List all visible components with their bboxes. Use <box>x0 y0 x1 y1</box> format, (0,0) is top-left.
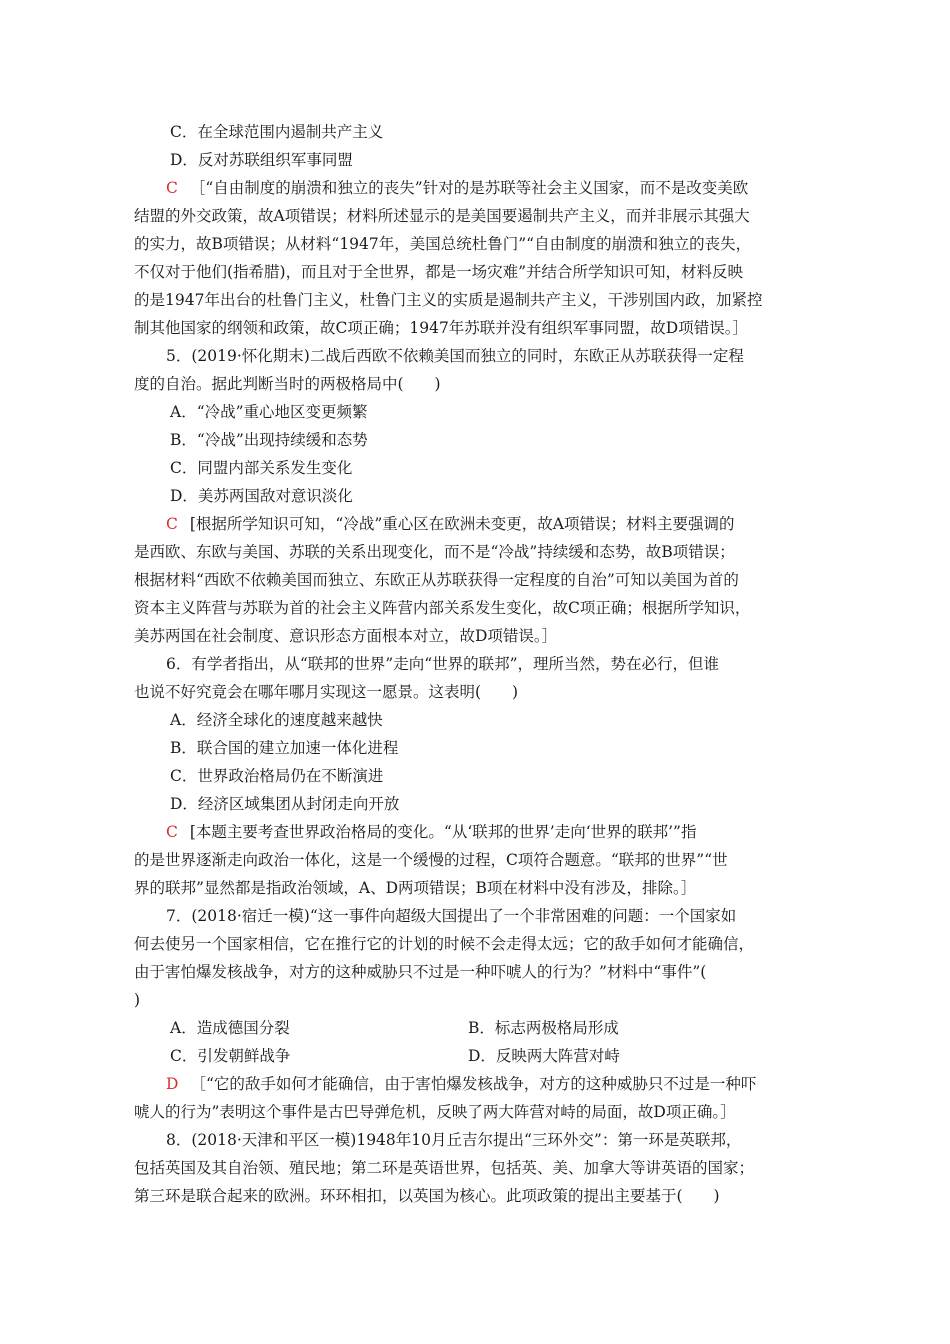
q5-stem-line: 度的自治。据此判断当时的两极格局中( ) <box>134 375 441 393</box>
q6-option-c: C．世界政治格局仍在不断演进 <box>170 767 384 785</box>
q7-answer: D <box>166 1075 179 1093</box>
q6-option-d: D．经济区域集团从封闭走向开放 <box>170 795 400 813</box>
q6-stem-line: 也说不好究竟会在哪年哪月实现这一愿景。这表明( ) <box>134 683 519 701</box>
q5-explanation-line: 资本主义阵营与苏联为首的社会主义阵营内部关系发生变化，故C项正确；根据所学知识， <box>134 599 751 617</box>
q5-explanation-line: 是西欧、东欧与美国、苏联的关系出现变化，而不是“冷战”持续缓和态势，故B项错误； <box>134 543 735 561</box>
q4-explanation-line: C ［“自由制度的崩溃和独立的丧失”针对的是苏联等社会主义国家，而不是改变美欧 <box>166 179 749 197</box>
q7-stem-line: ) <box>134 991 141 1009</box>
q7-option-a: A．造成德国分裂 <box>170 1019 290 1037</box>
q7-stem-line: 7．(2018·宿迁一模)“这一事件向超级大国提出了一个非常困难的问题：一个国家如 <box>166 907 737 925</box>
q7-option-c: C．引发朝鲜战争 <box>170 1047 291 1065</box>
q5-option-b: B．“冷战”出现持续缓和态势 <box>170 431 368 449</box>
q7-stem-line: 由于害怕爆发核战争，对方的这种威胁只不过是一种吓唬人的行为？”材料中“事件”( <box>134 963 707 981</box>
q4-option-d: D．反对苏联组织军事同盟 <box>170 151 353 169</box>
q5-option-a: A．“冷战”重心地区变更频繁 <box>170 403 368 421</box>
q4-explanation-line: 结盟的外交政策，故A项错误；材料所述显示的是美国要遏制共产主义，而并非展示其强大 <box>134 207 750 225</box>
q6-option-b: B．联合国的建立加速一体化进程 <box>170 739 399 757</box>
q6-answer: C <box>166 823 178 841</box>
q5-answer: C <box>166 515 178 533</box>
q4-explanation-line: 不仅对于他们(指希腊)，而且对于全世界，都是一场灾难”并结合所学知识可知，材料反映 <box>134 263 744 281</box>
q5-explanation-line: 根据材料“西欧不依赖美国而独立、东欧正从苏联获得一定程度的自治”可知以美国为首的 <box>134 571 739 589</box>
q8-stem-line: 第三环是联合起来的欧洲。环环相扣，以英国为核心。此项政策的提出主要基于( ) <box>134 1187 720 1205</box>
q6-stem-line: 6．有学者指出，从“联邦的世界”走向“世界的联邦”，理所当然，势在必行，但谁 <box>166 655 720 673</box>
q7-explanation-line: 唬人的行为”表明这个事件是古巴导弹危机，反映了两大阵营对峙的局面，故D项正确。］ <box>134 1103 736 1121</box>
q4-explanation-line: 的是1947年出台的杜鲁门主义，杜鲁门主义的实质是遏制共产主义，干涉别国内政，加紧控 <box>134 291 763 309</box>
q5-explanation-line: C [根据所学知识可知，“冷战”重心区在欧洲未变更，故A项错误；材料主要强调的 <box>166 515 735 533</box>
q5-option-c: C．同盟内部关系发生变化 <box>170 459 353 477</box>
q6-explanation-line: C [本题主要考查世界政治格局的变化。“从‘联邦的世界’走向‘世界的联邦’”指 <box>166 823 697 841</box>
q6-option-a: A．经济全球化的速度越来越快 <box>170 711 383 729</box>
q4-explanation-line: 制其他国家的纲领和政策，故C项正确；1947年苏联并没有组织军事同盟，故D项错误。］ <box>134 319 748 337</box>
q4-explanation-line: 的实力，故B项错误；从材料“1947年，美国总统杜鲁门”“自由制度的崩溃和独立的丧失， <box>134 235 752 253</box>
q7-stem-line: 何去使另一个国家相信，它在推行它的计划的时候不会走得太远；它的敌手如何才能确信， <box>134 935 755 953</box>
q4-answer: C <box>166 179 178 197</box>
q7-option-d: D．反映两大阵营对峙 <box>468 1047 620 1065</box>
q4-option-c: C．在全球范围内遏制共产主义 <box>170 123 384 141</box>
q7-explanation-line: D ［“它的敌手如何才能确信，由于害怕爆发核战争，对方的这种威胁只不过是一种吓 <box>166 1075 757 1093</box>
q5-option-d: D．美苏两国敌对意识淡化 <box>170 487 353 505</box>
q5-stem-line: 5．(2019·怀化期末)二战后西欧不依赖美国而独立的同时，东欧正从苏联获得一定程 <box>166 347 744 365</box>
q8-stem-line: 包括英国及其自治领、殖民地；第二环是英语世界，包括英、美、加拿大等讲英语的国家； <box>134 1159 755 1177</box>
q6-explanation-line: 的是世界逐渐走向政治一体化，这是一个缓慢的过程，C项符合题意。“联邦的世界”“世 <box>134 851 728 869</box>
q8-stem-line: 8．(2018·天津和平区一模)1948年10月丘吉尔提出“三环外交”：第一环是英联邦， <box>166 1131 742 1149</box>
q6-explanation-line: 界的联邦”显然都是指政治领域，A、D两项错误；B项在材料中没有涉及，排除。］ <box>134 879 697 897</box>
q7-option-b: B．标志两极格局形成 <box>468 1019 619 1037</box>
q5-explanation-line: 美苏两国在社会制度、意识形态方面根本对立，故D项错误。］ <box>134 627 558 645</box>
